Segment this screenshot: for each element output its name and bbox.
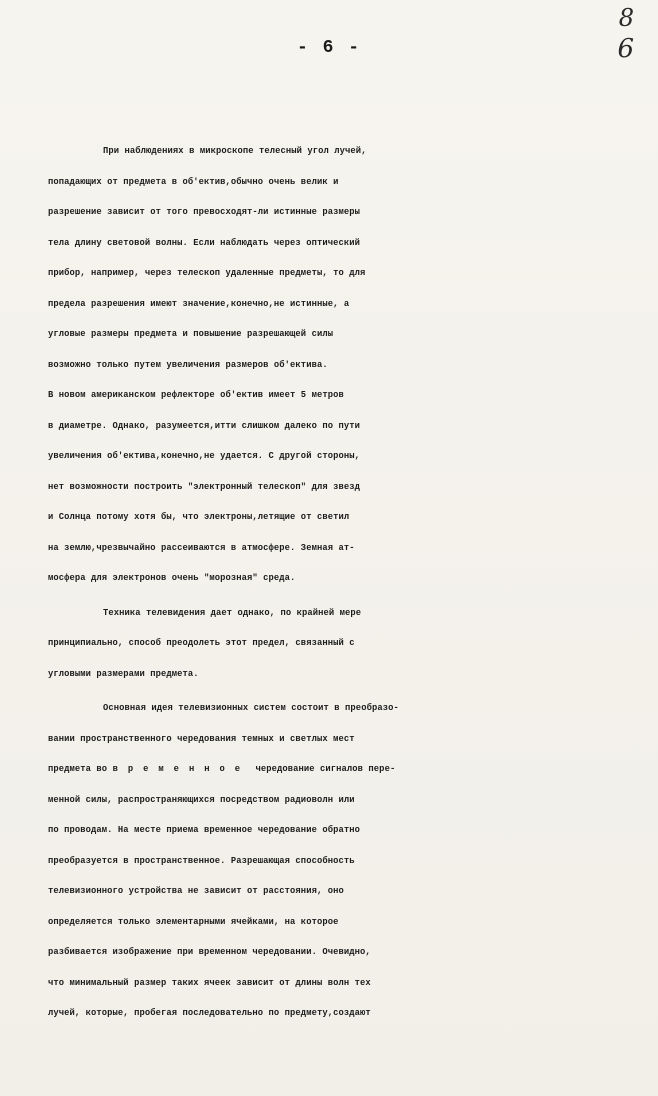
- text-line: Основная идея телевизионных систем состоит в преобразо-: [103, 703, 399, 713]
- text-line: менной силы, распространяющихся посредством радиоволн или: [48, 794, 355, 805]
- text-line: разбивается изображение при временном чередовании. Очевидно,: [48, 947, 371, 957]
- text-line: в диаметре. Однако, разумеется,итти слишком далеко по пути: [48, 420, 360, 431]
- text-line: на землю,чрезвычайно рассеиваются в атмосфере. Земная ат-: [48, 542, 355, 553]
- text-line: [48, 754, 654, 785]
- text-line: В новом американском рефлекторе об'ектив имеет 5 метров: [48, 390, 344, 400]
- text-fragment: предмета во: [48, 764, 108, 774]
- text-line: нет возможности построить "электронный телескоп" для звезд: [48, 481, 360, 492]
- text-line: телевизионного устройства не зависит от расстояния, оно: [48, 886, 344, 896]
- text-line: определяется только элементарными ячейками, на которое: [48, 916, 339, 927]
- text-line: тела длину световой волны. Если наблюдать через оптический: [48, 237, 360, 248]
- text-line: преобразуется в пространственное. Разрешающая способность: [48, 855, 355, 866]
- text-line: увеличения об'ектива,конечно,не удается. С другой стороны,: [48, 451, 360, 461]
- text-line: попадающих от предмета в об'ектив,обычно очень велик и: [48, 176, 339, 187]
- body-text: [48, 136, 654, 1029]
- emphasized-word: временное: [112, 764, 251, 774]
- text-fragment: чередование сигналов пере-: [255, 764, 396, 774]
- page-number: - 6 -: [296, 38, 361, 58]
- text-line: вании пространственного чередования темных и светлых мест: [48, 733, 355, 744]
- text-line: При наблюдениях в микроскопе телесный угол лучей,: [103, 146, 367, 156]
- text-line: мосфера для электронов очень "морозная" среда.: [48, 573, 296, 583]
- text-line: принципиально, способ преодолеть этот предел, связанный с: [48, 638, 355, 648]
- text-line: угловые размеры предмета и повышение разрешающей силы: [48, 329, 334, 339]
- text-line: прибор, например, через телескоп удаленные предметы, то для: [48, 268, 366, 278]
- text-line: разрешение зависит от того превосходят-ли истинные размеры: [48, 207, 360, 217]
- text-line: по проводам. На месте приема временное чередование обратно: [48, 825, 360, 835]
- text-line: Техника телевидения дает однако, по крайней мере: [103, 607, 362, 618]
- archive-mark-top: 8: [618, 4, 634, 32]
- handwritten-archive-mark: [600, 4, 640, 74]
- text-line: угловыми размерами предмета.: [48, 668, 199, 679]
- archive-mark-bottom: 6: [617, 34, 634, 64]
- text-line: лучей, которые, пробегая последовательно по предмету,создают: [48, 1008, 371, 1018]
- text-line: и Солнца потому хотя бы, что электроны,летящие от светил: [48, 512, 350, 522]
- text-line: возможно только путем увеличения размеров об'ектива.: [48, 359, 328, 370]
- text-line: предела разрешения имеют значение,конечно,не истинные, а: [48, 298, 350, 309]
- text-line: что минимальный размер таких ячеек зависит от длины волн тех: [48, 977, 371, 988]
